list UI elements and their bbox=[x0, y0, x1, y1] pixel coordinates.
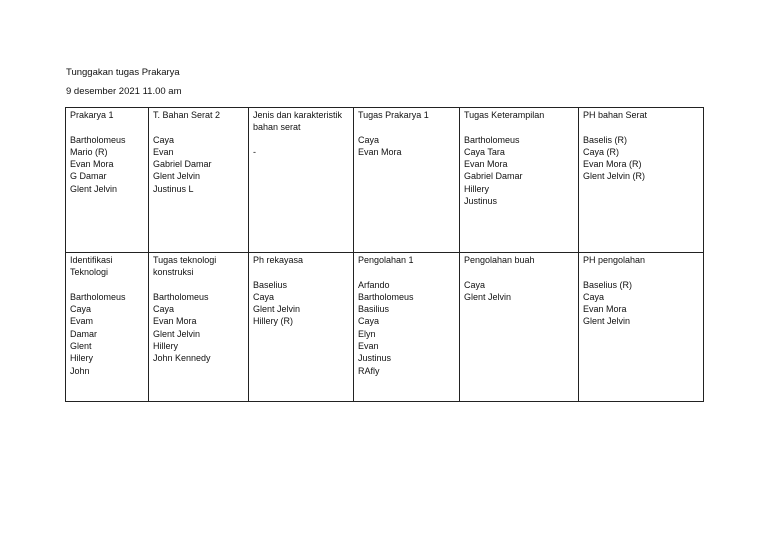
student-name: Glent Jelvin bbox=[70, 183, 118, 194]
student-list bbox=[70, 291, 144, 377]
student-name: Evan bbox=[358, 341, 379, 352]
student-name: Glent Jelvin (R) bbox=[583, 171, 646, 182]
student-name: Gabriel Damar bbox=[464, 171, 523, 182]
student-name: Basilius bbox=[358, 304, 390, 315]
student-name: Caya bbox=[358, 316, 380, 327]
student-list bbox=[358, 279, 455, 377]
student-name: Caya bbox=[464, 279, 486, 290]
student-name: Gabriel Damar bbox=[153, 159, 212, 170]
student-list bbox=[358, 134, 455, 159]
subject-heading: Pengolahan 1 bbox=[358, 255, 414, 265]
document-title: Tunggakan tugas Prakarya bbox=[66, 67, 180, 78]
subject-heading: Identifikasi Teknologi bbox=[70, 255, 113, 278]
student-name: Caya bbox=[358, 134, 380, 145]
student-list bbox=[583, 279, 699, 328]
table-cell bbox=[460, 253, 579, 402]
student-name: Glent Jelvin bbox=[464, 291, 512, 302]
student-name: Evan Mora bbox=[153, 316, 197, 327]
student-name: Baselis (R) bbox=[583, 134, 628, 145]
student-list bbox=[464, 134, 574, 208]
subject-heading: Jenis dan karakteristik bahan serat bbox=[253, 110, 343, 133]
student-list bbox=[253, 146, 349, 158]
student-name: Caya bbox=[253, 291, 275, 302]
student-name: Mario (R) bbox=[70, 146, 108, 157]
table-cell bbox=[460, 108, 579, 253]
student-name: Elyn bbox=[358, 328, 376, 339]
student-name: G Damar bbox=[70, 171, 107, 182]
table-cell bbox=[66, 108, 149, 253]
student-name: Bartholomeus bbox=[70, 291, 126, 302]
student-list bbox=[153, 291, 244, 365]
student-name: Hillery bbox=[464, 183, 490, 194]
student-list bbox=[464, 279, 574, 304]
student-name: Baselius bbox=[253, 279, 288, 290]
subject-heading: Tugas teknologi konstruksi bbox=[153, 255, 217, 278]
student-name: Evan Mora bbox=[464, 159, 508, 170]
student-name: Bartholomeus bbox=[70, 134, 126, 145]
subject-heading: Tugas Keterampilan bbox=[464, 110, 545, 120]
student-name: Bartholomeus bbox=[153, 291, 209, 302]
subject-heading: Tugas Prakarya 1 bbox=[358, 110, 429, 120]
student-name: Caya Tara bbox=[464, 146, 505, 157]
student-name: Evan bbox=[153, 146, 174, 157]
student-name: Glent Jelvin bbox=[583, 316, 631, 327]
student-name: - bbox=[253, 146, 256, 157]
student-name: Glent Jelvin bbox=[253, 304, 301, 315]
student-name: Caya (R) bbox=[583, 146, 620, 157]
table-cell bbox=[66, 253, 149, 402]
student-name: Caya bbox=[153, 134, 175, 145]
student-list bbox=[70, 134, 144, 195]
student-name: Evan Mora (R) bbox=[583, 159, 642, 170]
student-name: Evan Mora bbox=[583, 304, 627, 315]
table-cell bbox=[354, 108, 460, 253]
table-row bbox=[66, 253, 704, 402]
subject-heading: Ph rekayasa bbox=[253, 255, 304, 265]
document-date: 9 desember 2021 11.00 am bbox=[66, 86, 182, 97]
student-name: Bartholomeus bbox=[358, 291, 414, 302]
student-list bbox=[253, 279, 349, 328]
student-name: Justinus bbox=[358, 353, 392, 364]
student-name: Evan Mora bbox=[70, 159, 114, 170]
table-cell bbox=[249, 108, 354, 253]
student-name: Caya bbox=[583, 291, 605, 302]
table-cell bbox=[149, 108, 249, 253]
student-name: Glent Jelvin bbox=[153, 171, 201, 182]
student-name: Hillery (R) bbox=[253, 316, 293, 327]
subject-heading: Pengolahan buah bbox=[464, 255, 535, 265]
table-row bbox=[66, 108, 704, 253]
subject-heading: T. Bahan Serat 2 bbox=[153, 110, 221, 120]
student-name: John bbox=[70, 365, 90, 376]
student-name: Caya bbox=[70, 304, 92, 315]
student-name: Damar bbox=[70, 328, 98, 339]
assignment-table bbox=[65, 107, 704, 402]
student-name: Hilery bbox=[70, 353, 94, 364]
student-name: John Kennedy bbox=[153, 353, 211, 364]
student-name: Evan Mora bbox=[358, 146, 402, 157]
student-name: Glent bbox=[70, 341, 92, 352]
table-cell bbox=[579, 108, 704, 253]
table-cell bbox=[149, 253, 249, 402]
student-name: Glent Jelvin bbox=[153, 328, 201, 339]
subject-heading: Prakarya 1 bbox=[70, 110, 114, 120]
table-cell bbox=[354, 253, 460, 402]
table-cell bbox=[579, 253, 704, 402]
student-name: RAfly bbox=[358, 365, 380, 376]
student-list bbox=[583, 134, 699, 183]
student-name: Justinus bbox=[464, 196, 498, 207]
subject-heading: PH pengolahan bbox=[583, 255, 646, 265]
student-list bbox=[153, 134, 244, 195]
table-cell bbox=[249, 253, 354, 402]
student-name: Hillery bbox=[153, 341, 179, 352]
assignment-table-body bbox=[66, 108, 704, 402]
student-name: Caya bbox=[153, 304, 175, 315]
student-name: Evam bbox=[70, 316, 94, 327]
student-name: Baselius (R) bbox=[583, 279, 633, 290]
student-name: Bartholomeus bbox=[464, 134, 520, 145]
student-name: Arfando bbox=[358, 279, 390, 290]
student-name: Justinus L bbox=[153, 183, 194, 194]
subject-heading: PH bahan Serat bbox=[583, 110, 648, 120]
